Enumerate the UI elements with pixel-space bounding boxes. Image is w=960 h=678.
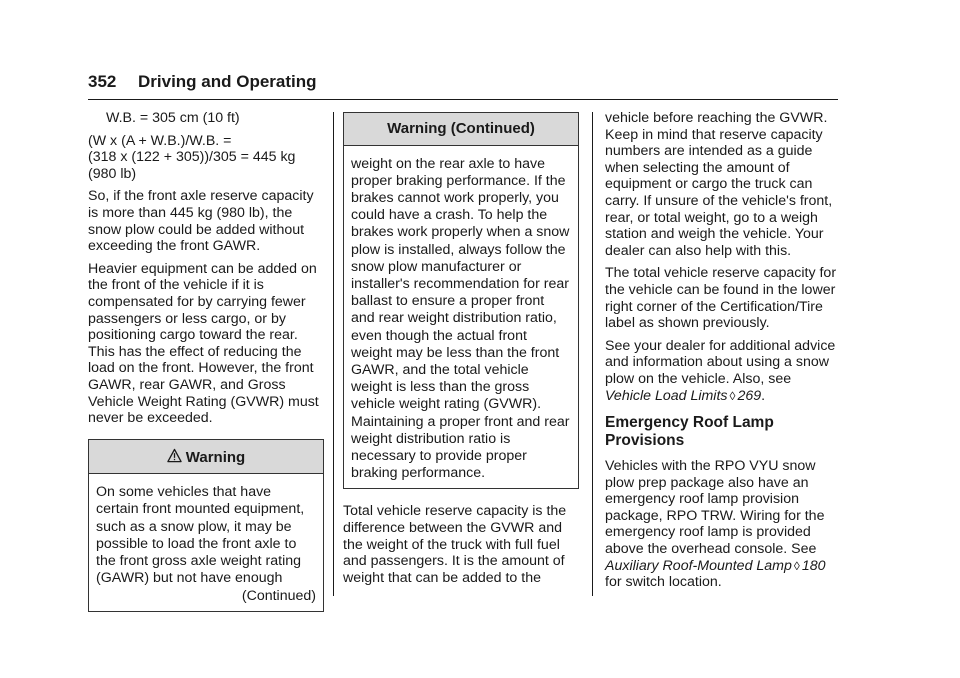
paragraph-text: See your dealer for additional advice and information about using a snow plow on the vehicle. Also, see <box>605 337 836 387</box>
warning-box-continued <box>343 112 579 489</box>
column-divider <box>592 112 593 596</box>
warning-text: weight on the rear axle to have proper braking performance. If the brakes cannot work properly, you could have a crash. To help the brakes work properly when a snow plow is installed, always follow the snow plow manufacturer or installer's recommendation for rear ballast to ensure a proper front and rear weight distribution ratio, even though the actual front weight may be less than the front GAWR, and the total vehicle weight is less than the gross vehicle weight rating (GVWR). Maintaining a proper front and rear weight distribution ratio is necessary to provide proper braking performance. <box>351 155 570 482</box>
paragraph-text: Vehicles with the RPO VYU snow plow prep package also have an emergency roof lamp provision package, RPO TRW. Wiring for the emergency roof lamp is provided above the overhead console. See <box>605 458 825 558</box>
formula-expression: (W x (A + W.B.)/W.B. = <box>88 132 232 149</box>
warning-body <box>89 474 323 610</box>
punctuation: . <box>761 387 766 404</box>
page-reference-icon: ◊ <box>793 558 800 573</box>
formula-wheelbase: W.B. = 305 cm (10 ft) <box>106 110 240 126</box>
column-3 <box>605 110 841 597</box>
section-title: Driving and Operating <box>138 72 317 91</box>
paragraph: The total vehicle reserve capacity for the vehicle can be found in the lower right corner of the Certification/Tire label as shown previously. <box>605 265 837 332</box>
warning-title: Warning (Continued) <box>387 120 535 137</box>
header-rule <box>88 99 838 100</box>
page-reference-number[interactable]: 180 <box>801 557 826 574</box>
column-2 <box>343 110 579 592</box>
warning-box <box>88 439 324 612</box>
formula-result: (980 lb) <box>88 165 137 182</box>
continued-label: (Continued) <box>241 587 316 604</box>
column-divider <box>333 112 334 596</box>
page-number: 352 <box>88 72 117 91</box>
page-reference-icon: ◊ <box>729 388 736 403</box>
page-reference-number[interactable]: 269 <box>737 387 762 404</box>
paragraph-text-end: for switch location. <box>605 574 722 591</box>
paragraph <box>605 458 841 591</box>
paragraph: vehicle before reaching the GVWR. Keep in mind that reserve capacity numbers are intended as a guide when selecting the amount of equipment or cargo the truck can carry. If unsure of the vehicle's front, rear, or total weight, go to a weigh station and weigh the vehicle. Your dealer can also help with this. <box>605 110 833 259</box>
paragraph <box>605 338 841 404</box>
page-header <box>88 68 838 100</box>
warning-title: Warning <box>185 448 246 466</box>
cross-reference-link[interactable]: Vehicle Load Limits <box>605 387 728 404</box>
warning-body <box>344 146 578 489</box>
warning-text: On some vehicles that have certain front mounted equipment, such as a snow plow, it may be possible to load the front axle to the front gross axle weight rating (GAWR) but not have enough <box>96 484 305 587</box>
cross-reference-link[interactable]: Auxiliary Roof-Mounted Lamp <box>605 557 792 574</box>
warning-header <box>89 440 323 475</box>
paragraph: So, if the front axle reserve capacity is more than 445 kg (980 lb), the snow plow could be added without exceeding the front GAWR. <box>88 188 314 255</box>
warning-triangle-icon <box>167 448 182 463</box>
section-heading: Emergency Roof Lamp Provisions <box>605 414 774 450</box>
paragraph: Heavier equipment can be added on the front of the vehicle if it is compensated for by carrying fewer passengers or less cargo, or by positioning cargo toward the rear. This has the effect of reducing the load on the front. However, the front GAWR, rear GAWR, and Gross Vehicle Weight Rating (GVWR) must never be exceeded. <box>88 260 319 427</box>
warning-header <box>344 113 578 146</box>
formula-calculation: (318 x (122 + 305))/305 = 445 kg <box>88 149 296 166</box>
paragraph: Total vehicle reserve capacity is the difference between the GVWR and the weight of the truck with full fuel and passengers. It is the amount of weight that can be added to the <box>343 503 567 586</box>
column-1 <box>88 110 324 612</box>
